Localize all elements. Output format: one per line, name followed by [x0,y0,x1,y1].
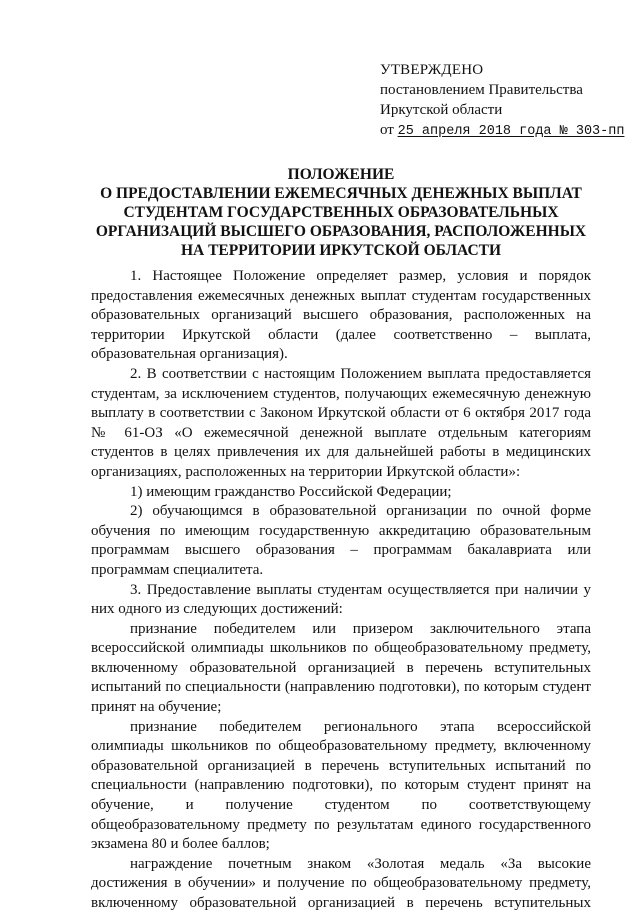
document-title [88,165,594,260]
approval-date-number: 25 апреля 2018 года № 303-пп [397,124,625,139]
title-line-2: О ПРЕДОСТАВЛЕНИИ ЕЖЕМЕСЯЧНЫХ ДЕНЕЖНЫХ ВЫПЛАТ [100,185,582,202]
paragraph-subclause-1: 1) имеющим гражданство Российской Федерации; [130,483,452,500]
approval-date-line [380,120,624,142]
approval-heading: УТВЕРЖДЕНО [380,62,484,78]
paragraph-clause-3: 3. Предоставление выплаты студентам осуществляется при наличии у них одного из следующих достижений: [91,581,591,618]
approval-line-government: постановлением Правительства [380,82,583,98]
approval-date-prefix: от [380,122,394,138]
paragraph-clause-1: 1. Настоящее Положение определяет размер, условия и порядок предоставления ежемесячных денежных выплат студентам государственных образовательных организаций высшего образования, расположенных на территории Иркутской области (далее соответственно – выплата, образовательная организация). [91,268,591,363]
approval-stamp [380,60,624,142]
approval-line-region: Иркутской области [380,102,503,118]
title-line-4: ОРГАНИЗАЦИЙ ВЫСШЕГО ОБРАЗОВАНИЯ, РАСПОЛОЖЕННЫХ [95,223,587,240]
title-line-1: ПОЛОЖЕНИЕ [287,166,395,183]
document-body [91,267,591,914]
title-line-5: НА ТЕРРИТОРИИ ИРКУТСКОЙ ОБЛАСТИ [180,242,502,259]
title-line-3: СТУДЕНТАМ ГОСУДАРСТВЕННЫХ ОБРАЗОВАТЕЛЬНЫХ [123,204,559,221]
paragraph-achievement-1: признание победителем или призером заключительного этапа всероссийской олимпиады школьников по общеобразовательному предмету, включенному образовательной организацией в перечень вступительных испытаний по специальности (направлению подготовки), по которым студент принят на обучение; [91,620,591,716]
paragraph-subclause-2: 2) обучающимся в образовательной организации по очной форме обучения по имеющим государственную аккредитацию образовательным программам высшего образования – программам бакалавриата или программам специалитета. [91,503,591,578]
paragraph-achievement-2: признание победителем регионального этапа всероссийской олимпиады школьников по общеобразовательному предмету, включенному образовательной организацией в перечень вступительных испытаний по специальности (направлению подготовки), по которым студент принят на обучение, и получение студентом по соответствующему общеобразовательному предмету по результатам единого государственного экзамена 80 и более баллов; [91,718,591,853]
paragraph-achievement-3: награждение почетным знаком «Золотая медаль «За высокие достижения в обучении» и получение по общеобразовательному предмету, включенному образовательной организацией в перечень вступительных [91,855,591,911]
paragraph-clause-2: 2. В соответствии с настоящим Положением выплата предоставляется студентам, за исключением студентов, получающих ежемесячную денежную выплату в соответствии с Законом Иркутской области от 6 октября 2017 года № 61-ОЗ «О ежемесячной денежной выплате отдельным категориям студентов в целях привлечения их для дальнейшей работы в медицинских организациях, расположенных на территории Иркутской области»: [91,365,591,480]
